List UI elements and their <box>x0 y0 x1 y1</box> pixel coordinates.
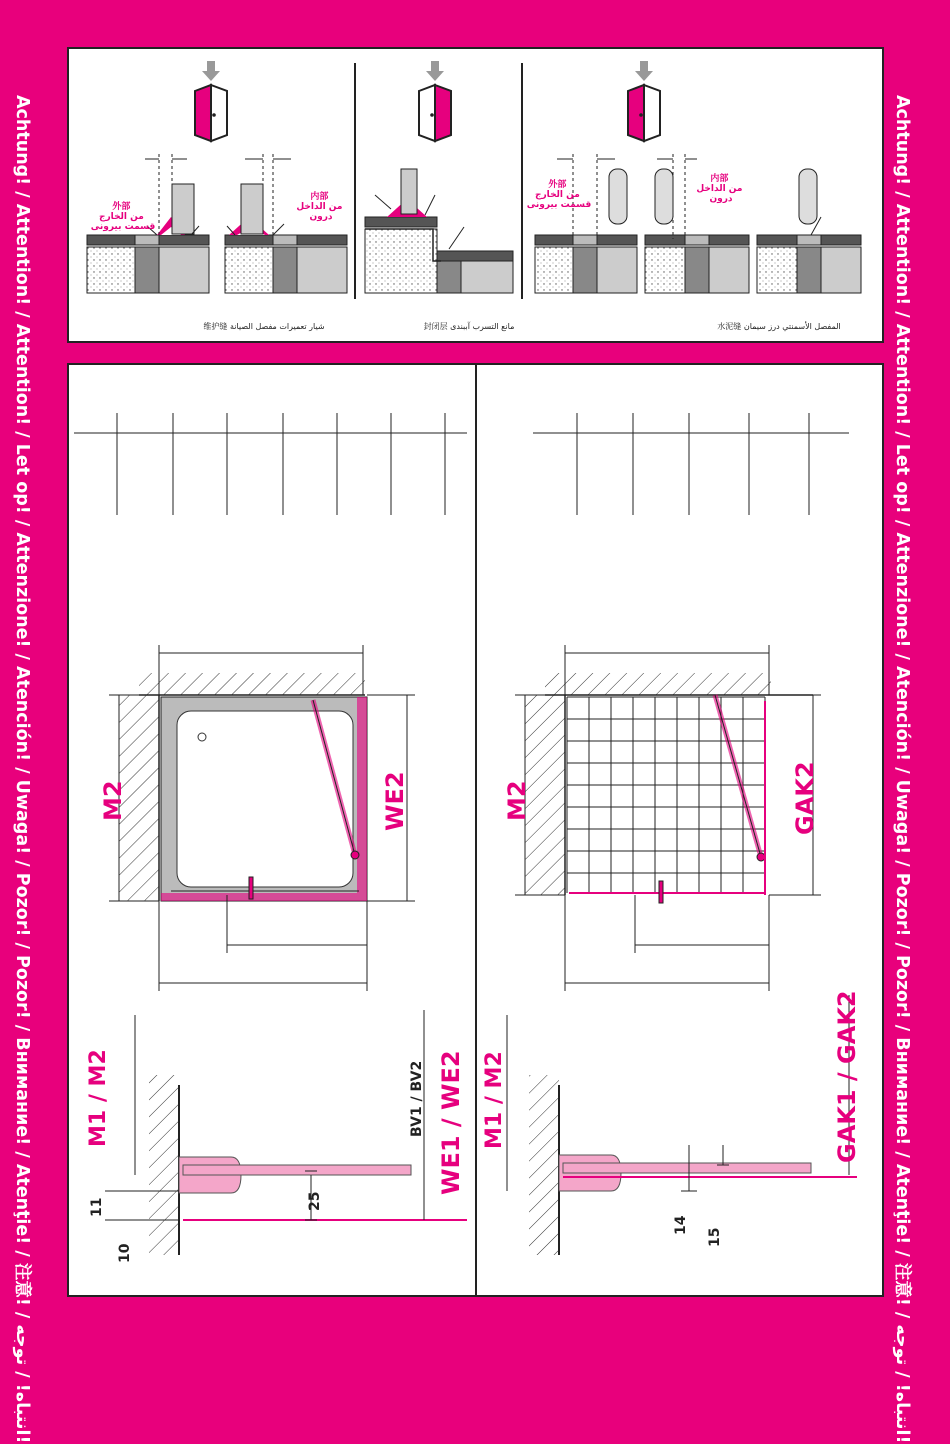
wall-section-4 <box>535 154 637 293</box>
detail-label-bv: BV1 / BV2 <box>409 1060 425 1137</box>
dim-10: 10 <box>117 1243 133 1263</box>
joint-details-drawing <box>69 49 882 341</box>
arrow-down-icon <box>426 61 444 81</box>
plan-label-m2: M2 <box>99 780 127 821</box>
detail-label-we1-we2: WE1 / WE2 <box>437 1050 465 1195</box>
wall-section-5 <box>645 154 749 293</box>
plan-label-we2: WE2 <box>381 771 409 831</box>
installation-plans-panel <box>67 363 884 1297</box>
detail-label-m1-m2: M1 / M2 <box>86 1049 111 1147</box>
wall-section-2 <box>225 154 347 293</box>
door-icon <box>628 85 660 141</box>
plan-label-m2-right: M2 <box>503 780 531 821</box>
detail-label-gak1-gak2: GAK1 / GAK2 <box>833 990 861 1163</box>
caption-left: 维护缝 شيار تعميرات مفصل الصيانة <box>203 322 325 331</box>
wall-section-3 <box>365 169 513 293</box>
caption-right: 水泥缝 المفصل الأسمنتي درز سیمان <box>717 322 841 331</box>
label-inside-right: 内部 من الداخل درون <box>696 174 743 204</box>
side-warning-right: Achtung! / Attention! / Attention! / Let op! / Attenzione! / Atención! / Uwaga! / Pozor! / Pozor! / Внимание! / Atenţie! / 注意! / انتباه! / توجه! <box>892 95 912 1444</box>
caption-middle: 封闭层 مانع التسرب آببندی <box>423 322 515 331</box>
label-outside-right: 外部 من الخارج قسمت بیرونی <box>526 180 592 210</box>
spec-table-left <box>74 413 467 515</box>
joint-details-panel <box>67 47 884 343</box>
side-warning-left: Achtung! / Attention! / Attention! / Let op! / Attenzione! / Atención! / Uwaga! / Pozor! / Pozor! / Внимание! / Atenţie! / 注意! / انتباه! / توجه! <box>12 95 32 1444</box>
door-icon <box>195 85 227 141</box>
dim-11: 11 <box>89 1197 105 1217</box>
arrow-down-icon <box>635 61 653 81</box>
plan-label-gak2: GAK2 <box>791 761 819 835</box>
label-inside-left: 内部 من الداخل درون <box>296 192 343 222</box>
installation-plans-drawing <box>69 365 882 1295</box>
label-outside-left: 外部 من الخارج قسمت بیرونی <box>90 202 156 232</box>
arrow-down-icon <box>202 61 220 81</box>
dim-25: 25 <box>307 1191 323 1211</box>
door-icon <box>419 85 451 141</box>
dim-14: 14 <box>673 1215 689 1235</box>
wall-section-6 <box>757 169 861 293</box>
plan-view-we2 <box>109 645 415 991</box>
detail-label-m1-m2-right: M1 / M2 <box>482 1051 507 1149</box>
plan-view-gak2 <box>515 645 821 991</box>
dim-15: 15 <box>707 1227 723 1247</box>
spec-table-right <box>533 413 849 515</box>
